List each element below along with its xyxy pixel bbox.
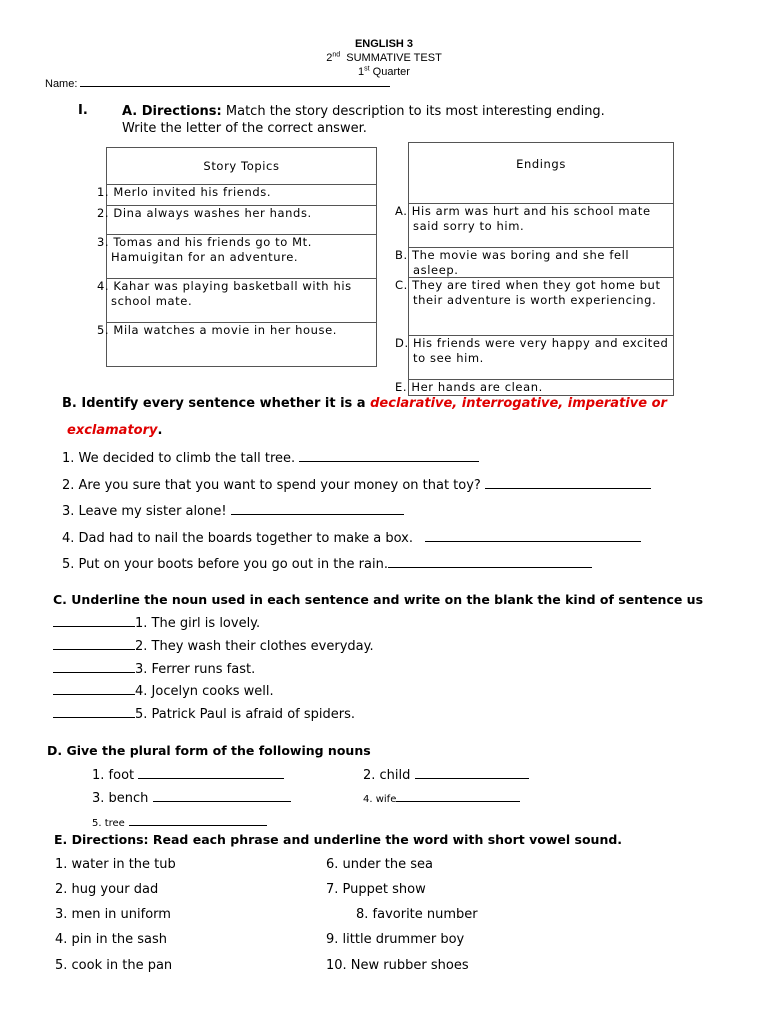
c-item-5: 5. Patrick Paul is afraid of spiders. <box>53 705 355 722</box>
e-item-5: 5. cook in the pan <box>55 958 173 973</box>
topic-1: 1. Merlo invited his friends. <box>107 185 377 206</box>
e-item-1: 1. water in the tub <box>55 857 176 872</box>
sentence-types: declarative, interrogative, imperative or <box>370 396 667 411</box>
topic-3: 3. Tomas and his friends go to Mt. Hamuigitan for an adventure. <box>107 235 377 279</box>
story-topics-table <box>97 147 377 367</box>
b-answer-blank-3[interactable] <box>231 502 404 515</box>
e-item-3: 3. men in uniform <box>55 907 171 922</box>
b-item-5: 5. Put on your boots before you go out in the rain. <box>62 555 592 572</box>
e-item-2: 2. hug your dad <box>55 882 159 897</box>
c-item-1: 1. The girl is lovely. <box>53 614 260 631</box>
d-answer-blank-1[interactable] <box>138 766 284 779</box>
section-numeral: I. <box>78 103 88 118</box>
name-blank[interactable] <box>80 77 390 87</box>
d-item-2: 2. child <box>363 766 529 783</box>
b-answer-blank-2[interactable] <box>485 476 651 489</box>
d-item-4: 4. wife <box>363 789 520 806</box>
endings-header: Endings <box>409 143 674 204</box>
ending-d: D. His friends were very happy and excited to see him. <box>409 336 674 380</box>
b-item-2: 2. Are you sure that you want to spend your money on that toy? <box>62 476 651 493</box>
section-d-heading: D. Give the plural form of the following nouns <box>47 743 371 758</box>
e-item-9: 9. little drummer boy <box>326 932 465 947</box>
section-a-text: Match the story description to its most interesting ending. Write the letter of the correct answer. <box>122 104 605 136</box>
d-answer-blank-3[interactable] <box>153 789 291 802</box>
b-answer-blank-1[interactable] <box>299 449 479 462</box>
e-item-4: 4. pin in the sash <box>55 932 167 947</box>
topic-5: 5. Mila watches a movie in her house. <box>107 323 377 367</box>
c-answer-blank-4[interactable] <box>53 682 135 695</box>
d-answer-blank-4[interactable] <box>396 789 520 802</box>
d-answer-blank-5[interactable] <box>129 813 267 826</box>
b-answer-blank-5[interactable] <box>388 555 592 568</box>
e-item-6: 6. under the sea <box>326 857 433 872</box>
section-b-heading-cont: exclamatory. <box>67 423 163 438</box>
quarter-title: 1st Quarter <box>358 65 410 78</box>
section-c-heading: C. Underline the noun used in each sentence and write on the blank the kind of sentence us <box>53 592 704 607</box>
d-item-3: 3. bench <box>92 789 291 806</box>
e-item-7: 7. Puppet show <box>326 882 426 897</box>
section-b-heading: B. Identify every sentence whether it is a declarative, interrogative, imperative or <box>62 396 667 411</box>
c-item-2: 2. They wash their clothes everyday. <box>53 637 374 654</box>
d-item-1: 1. foot <box>92 766 284 783</box>
ending-a: A. His arm was hurt and his school mate said sorry to him. <box>409 204 674 248</box>
subject-title: ENGLISH 3 <box>354 38 414 50</box>
name-label: Name: <box>45 78 78 90</box>
c-answer-blank-2[interactable] <box>53 637 135 650</box>
e-item-10: 10. New rubber shoes <box>326 958 469 973</box>
b-item-4: 4. Dad had to nail the boards together to make a box. <box>62 529 641 546</box>
section-a-heading: A. Directions: <box>122 104 222 119</box>
story-topics-header: Story Topics <box>107 148 377 185</box>
b-item-3: 3. Leave my sister alone! <box>62 502 404 519</box>
name-field[interactable] <box>45 77 390 90</box>
test-title: 2nd SUMMATIVE TEST <box>326 51 442 64</box>
e-item-8: 8. favorite number <box>356 907 478 922</box>
endings-table <box>395 142 674 396</box>
c-answer-blank-5[interactable] <box>53 705 135 718</box>
sentence-types-cont: exclamatory <box>67 423 158 438</box>
topic-4: 4. Kahar was playing basketball with his school mate. <box>107 279 377 323</box>
section-a-directions <box>122 103 642 137</box>
c-item-3: 3. Ferrer runs fast. <box>53 660 255 677</box>
d-item-5: 5. tree <box>92 813 267 830</box>
c-answer-blank-3[interactable] <box>53 660 135 673</box>
section-e-heading: E. Directions: Read each phrase and underline the word with short vowel sound. <box>54 832 623 847</box>
ending-c: C. They are tired when they got home but their adventure is worth experiencing. <box>409 278 674 336</box>
topic-2: 2. Dina always washes her hands. <box>107 206 377 235</box>
c-answer-blank-1[interactable] <box>53 614 135 627</box>
d-answer-blank-2[interactable] <box>415 766 529 779</box>
ending-b: B. The movie was boring and she fell asleep. <box>409 248 674 278</box>
ending-e: E. Her hands are clean. <box>409 380 674 396</box>
c-item-4: 4. Jocelyn cooks well. <box>53 682 274 699</box>
b-answer-blank-4[interactable] <box>425 529 641 542</box>
b-item-1: 1. We decided to climb the tall tree. <box>62 449 479 466</box>
